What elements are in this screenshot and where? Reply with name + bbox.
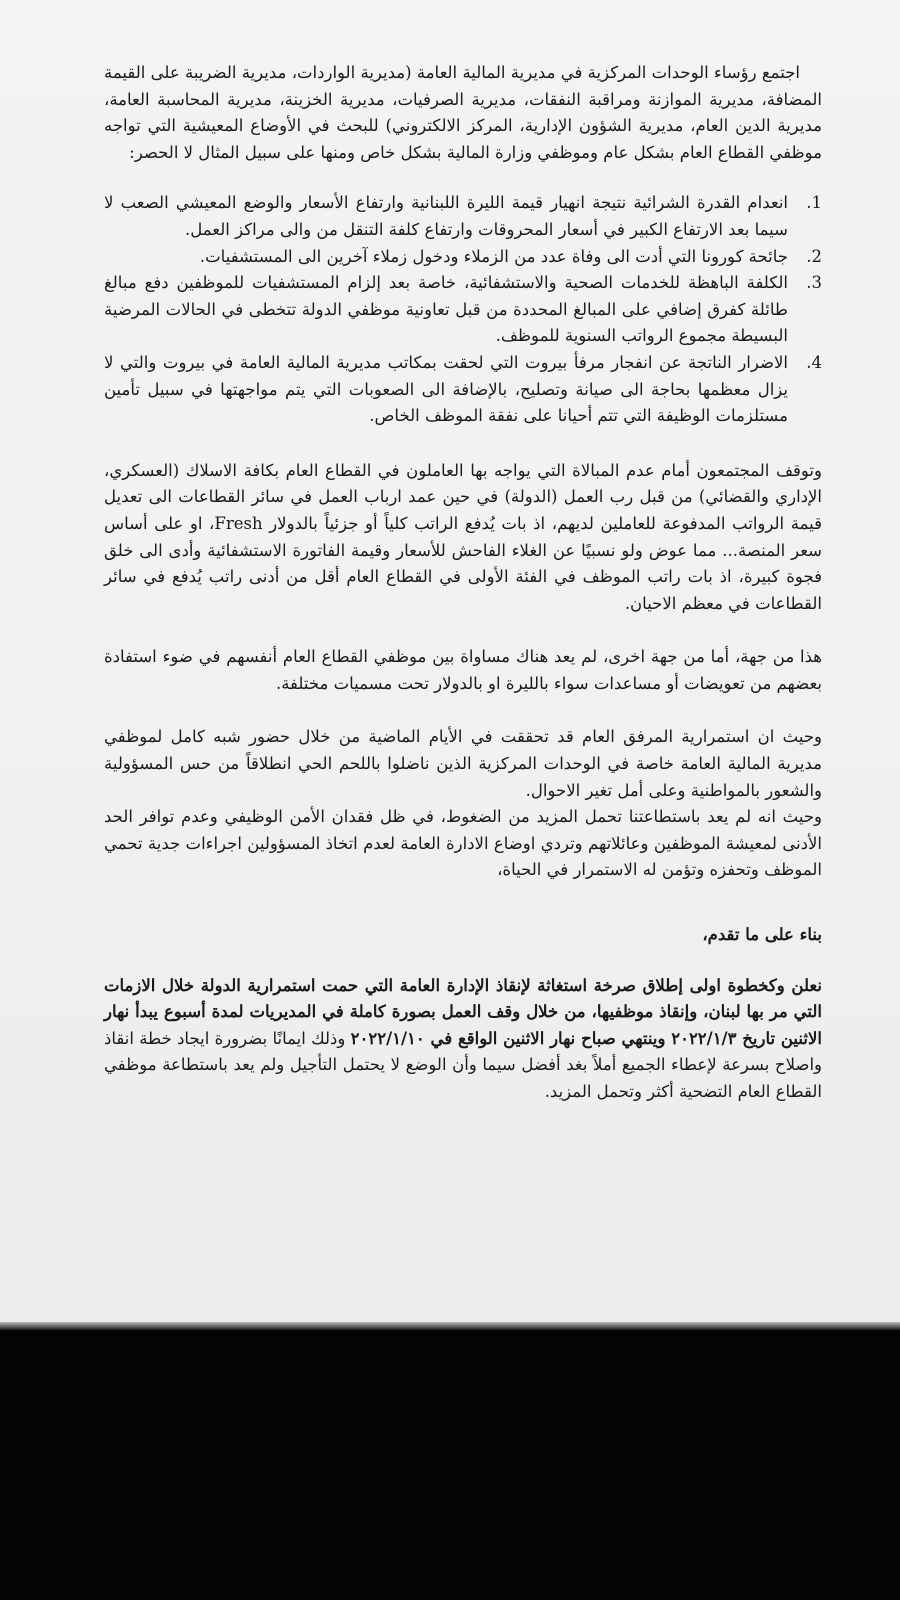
list-item-number: .2 bbox=[806, 246, 822, 266]
list-item-text: الاضرار الناتجة عن انفجار مرفأ بيروت التي لحقت بمكاتب مديرية المالية العامة في بيروت والتي لا يزال معظمها بحاجة الى صيانة وتصليح، بالإضافة الى الصعوبات التي يتم مواجهتها في سبيل تأمين مستلزمات الوظيفة التي تتم أحيانا على نفقة الموظف الخاص. bbox=[104, 352, 788, 426]
list-item-number: .4 bbox=[806, 352, 822, 372]
list-item-text: الكلفة الباهظة للخدمات الصحية والاستشفائية، خاصة بعد إلزام المستشفيات للموظفين دفع مبالغ طائلة كفرق إضافي على المبالغ المحددة من قبل تعاونية موظفي الدولة تتخطى في الحالات المرضية البسيطة مجموع الرواتب السنوية للموظف. bbox=[104, 273, 788, 346]
paragraph-equality: هذا من جهة، أما من جهة اخرى، لم يعد هناك مساواة بين موظفي القطاع العام أنفسهم في ضوء استفادة بعضهم من تعويضات أو مساعدات سواء بالليرة او بالدولار تحت مسميات مختلفة. bbox=[104, 647, 822, 693]
intro-paragraph: اجتمع رؤساء الوحدات المركزية في مديرية المالية العامة (مديرية الواردات، مديرية الضريبة على القيمة المضافة، مديرية الموازنة ومراقبة النفقات، مديرية الصرفيات، مديرية الخزينة، مديرية المحاسبة العامة، مديرية الدين العام، مديرية الشؤون الإدارية، المركز الالكتروني) للبحث في الأوضاع المعيشية التي تواجه موظفي القطاع العام بشكل عام وموظفي وزارة المالية بشكل خاص ومنها على سبيل المثال لا الحصر: bbox=[104, 63, 822, 162]
list-item bbox=[104, 350, 822, 430]
issues-list bbox=[104, 190, 822, 429]
paragraph-continuity: وحيث ان استمرارية المرفق العام قد تحققت في الأيام الماضية من خلال حضور شبه كامل لموظفي مديرية المالية العامة خاصة في الوحدات المركزية الذين ناضلوا باللحم الحي انطلاقاً من حس المسؤولية والشعور بالمواطنية وعلى أمل تغير الاحوال. bbox=[104, 727, 822, 800]
closing-paragraph bbox=[104, 973, 822, 1106]
list-item-number: .3 bbox=[806, 273, 822, 293]
dark-background bbox=[0, 1330, 900, 1600]
document-body bbox=[104, 60, 822, 1106]
list-item bbox=[104, 244, 822, 271]
list-item-text: انعدام القدرة الشرائية نتيجة انهيار قيمة الليرة اللبنانية وارتفاع الأسعار والوضع المعيشي الصعب لا سيما بعد الارتفاع الكبير في أسعار المحروقات وارتفاع كلفة التنقل من والى مراكز العمل. bbox=[104, 193, 788, 239]
conclusion-heading: بناء على ما تقدم، bbox=[702, 925, 822, 945]
list-item bbox=[104, 270, 822, 350]
paper-edge bbox=[0, 1322, 900, 1330]
list-item bbox=[104, 190, 822, 243]
closing-regular-text: وذلك ايمانًا بضرورة ايجاد خطة انقاذ واصلاح بسرعة لإعطاء الجميع أملاً بغد أفضل سيما وأن الوضع لا يحتمل التأجيل ولم يعد باستطاعة موظفي القطاع العام التضحية أكثر وتحمل المزيد. bbox=[104, 1028, 822, 1101]
closing-bold-text: نعلن وكخطوة اولى إطلاق صرخة استغاثة لإنقاذ الإدارة العامة التي حمت استمرارية الدولة خلال الازمات التي مر بها لبنان، وإنقاذ موظفيها، من خلال وقف العمل بصورة كاملة في المديريات لمدة أسبوع يبدأ نهار الاثنين تاريخ ٢٠٢٢/١/٣ وينتهي صباح نهار الاثنين الواقع في ٢٠٢٢/١/١٠ bbox=[104, 975, 822, 1048]
paragraph-public-sector: وتوقف المجتمعون أمام عدم المبالاة التي يواجه بها العاملون في القطاع العام بكافة الاسلاك (العسكري، الإداري والقضائي) من قبل رب العمل (الدولة) في حين عمد ارباب العمل في سائر القطاعات الى تعديل قيمة الرواتب المدفوعة للعاملين لديهم، اذ بات يُدفع الراتب كلياً أو جزئياً بالدولار Fresh، او على أساس سعر المنصة... مما عوض ولو نسبيًا عن الغلاء الفاحش للأسعار وقيمة الفاتورة الاستشفائية وأدى الى خلق فجوة كبيرة، اذ بات راتب الموظف في الفئة الأولى في القطاع العام أقل من أدنى راتب يُدفع في سائر القطاعات في معظم الاحيان. bbox=[104, 460, 822, 613]
list-item-text: جائحة كورونا التي أدت الى وفاة عدد من الزملاء ودخول زملاء آخرين الى المستشفيات. bbox=[199, 246, 788, 266]
paragraph-pressure: وحيث انه لم يعد باستطاعتنا تحمل المزيد من الضغوط، في ظل فقدان الأمن الوظيفي وعدم توافر الحد الأدنى لمعيشة الموظفين وعائلاتهم وتردي اوضاع الادارة العامة لعدم اتخاذ المسؤولين اجراءات جدية تحمي الموظف وتحفزه وتؤمن له الاستمرار في الحياة، bbox=[104, 807, 822, 880]
list-item-number: .1 bbox=[806, 193, 822, 213]
